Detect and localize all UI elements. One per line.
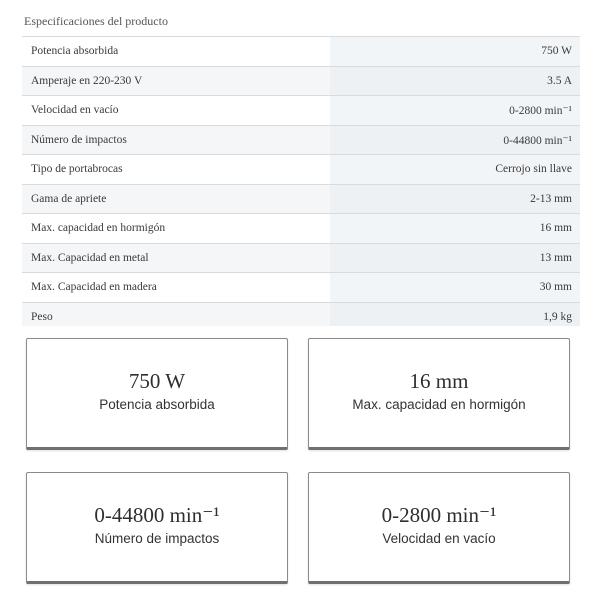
spec-value: Cerrojo sin llave	[330, 155, 580, 184]
spec-label: Gama de apriete	[31, 192, 107, 205]
highlight-card-no-load-speed	[308, 472, 570, 584]
spec-label: Max. capacidad en hormigón	[31, 222, 166, 235]
spec-label: Amperaje en 220-230 V	[31, 74, 143, 87]
spec-row-concrete-capacity	[22, 213, 580, 243]
spec-value: 750 W	[330, 37, 580, 66]
card-value: 0-2800 min⁻¹	[381, 503, 497, 527]
spec-row-chuck-type	[22, 154, 580, 184]
spec-table	[22, 36, 580, 326]
spec-label: Número de impactos	[31, 133, 127, 146]
card-value: 16 mm	[409, 369, 469, 393]
card-label: Número de impactos	[94, 531, 220, 546]
spec-value: 0-44800 min⁻¹	[330, 126, 580, 155]
spec-value: 1,9 kg	[330, 303, 580, 327]
spec-label: Tipo de portabrocas	[31, 163, 123, 176]
spec-value: 0-2800 min⁻¹	[330, 96, 580, 125]
highlight-card-concrete-capacity	[308, 338, 570, 450]
spec-label: Max. Capacidad en metal	[31, 251, 149, 264]
spec-label: Velocidad en vacío	[31, 104, 119, 117]
spec-value: 30 mm	[330, 273, 580, 302]
spec-row-metal-capacity	[22, 243, 580, 273]
spec-label: Peso	[31, 310, 53, 323]
spec-value: 3.5 A	[330, 67, 580, 96]
spec-value: 13 mm	[330, 244, 580, 273]
spec-label: Max. Capacidad en madera	[31, 281, 157, 294]
spec-label: Potencia absorbida	[31, 45, 119, 58]
spec-value: 16 mm	[330, 214, 580, 243]
section-title: Especificaciones del producto	[24, 14, 168, 28]
spec-row-clamping-range	[22, 184, 580, 214]
spec-row-power	[22, 36, 580, 66]
spec-value: 2-13 mm	[330, 185, 580, 214]
card-value: 0-44800 min⁻¹	[94, 503, 220, 527]
spec-row-weight	[22, 302, 580, 327]
card-label: Potencia absorbida	[99, 397, 215, 412]
highlight-card-power	[26, 338, 288, 450]
spec-row-wood-capacity	[22, 272, 580, 302]
spec-row-amperage	[22, 66, 580, 96]
spec-row-no-load-speed	[22, 95, 580, 125]
spec-row-impacts	[22, 125, 580, 155]
card-label: Max. capacidad en hormigón	[352, 397, 526, 412]
highlight-card-impacts	[26, 472, 288, 584]
card-value: 750 W	[128, 369, 186, 393]
card-label: Velocidad en vacío	[382, 531, 496, 546]
